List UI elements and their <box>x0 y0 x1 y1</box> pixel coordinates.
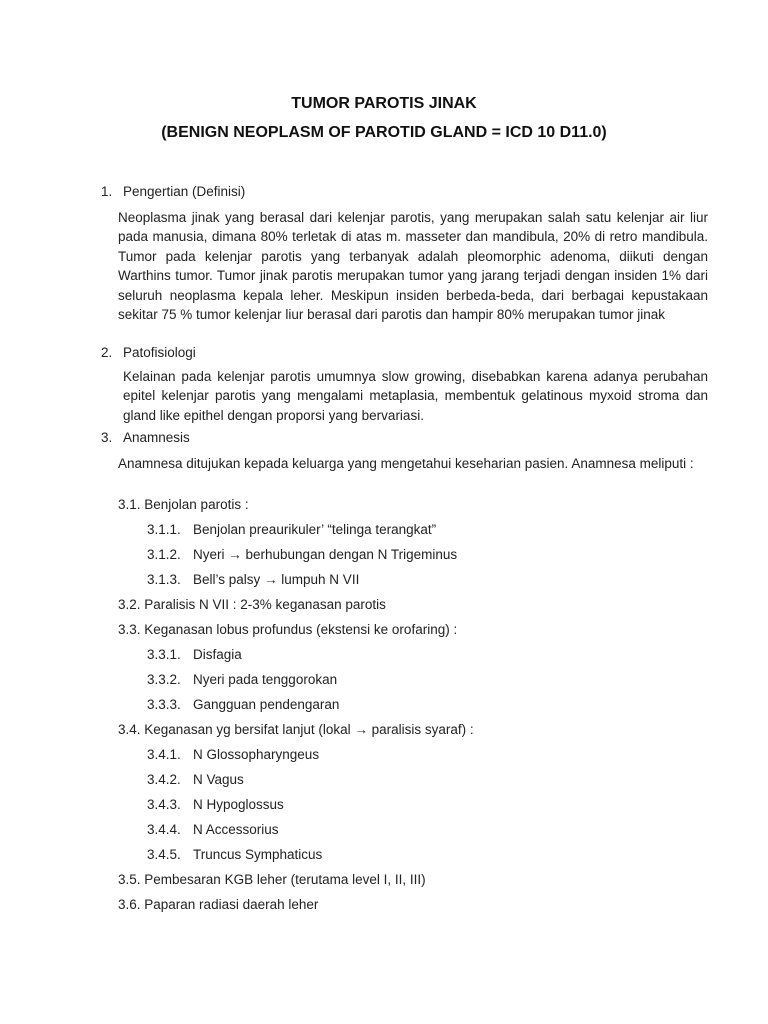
list-item-label: Benjolan preaurikuler’ “telinga terangkat” <box>193 522 437 537</box>
list-item-number: 3.4.5. <box>147 847 181 862</box>
list-item <box>147 797 284 812</box>
list-item-number: 3.4.3. <box>147 797 181 812</box>
list-item: 3.3. Keganasan lobus profundus (ekstensi ke orofaring) : <box>118 622 458 637</box>
list-item <box>147 672 337 687</box>
list-item: 3.2. Paralisis N VII : 2-3% keganasan parotis <box>118 597 386 612</box>
document-subtitle: (BENIGN NEOPLASM OF PAROTID GLAND = ICD 10 D11.0) <box>161 124 607 141</box>
section-3-paragraph: Anamnesa ditujukan kepada keluarga yang mengetahui keseharian pasien. Anamnesa meliputi : <box>118 456 694 471</box>
section-3-number: 3. <box>101 430 113 445</box>
list-item: 3.5. Pembesaran KGB leher (terutama level I, II, III) <box>118 872 426 887</box>
list-item <box>147 697 339 712</box>
list-item-label: N Hypoglossus <box>193 797 284 812</box>
list-item-number: 3.3.1. <box>147 647 181 662</box>
section-3-heading: Anamnesis <box>123 430 190 445</box>
list-item-label: Gangguan pendengaran <box>193 697 340 712</box>
list-item-label: Truncus Symphaticus <box>193 847 323 862</box>
list-item-number: 3.3.3. <box>147 697 181 712</box>
list-item-label: N Glossopharyngeus <box>193 747 320 762</box>
list-item <box>147 522 436 537</box>
list-item-label: Disfagia <box>193 647 242 662</box>
list-item <box>147 647 242 662</box>
list-item-number: 3.1.2. <box>147 547 181 562</box>
list-item-number: 3.1.1. <box>147 522 181 537</box>
section-1-number: 1. <box>101 184 113 199</box>
list-item-label: N Accessorius <box>193 822 279 837</box>
list-item-number: 3.4.4. <box>147 822 181 837</box>
list-item-label: Nyeri → berhubungan dengan N Trigeminus <box>193 547 458 562</box>
section-1-heading: Pengertian (Definisi) <box>123 184 246 199</box>
section-2-number: 2. <box>101 345 113 360</box>
section-2-paragraph: Kelainan pada kelenjar parotis umumnya slow growing, disebabkan karena adanya perubahan epitel kelenjar parotis yang mengalami metaplasia, membentuk gelatinous myxoid stroma dan gland like epithel dengan proporsi yang bervariasi. <box>123 369 708 423</box>
list-item: 3.1. Benjolan parotis : <box>118 497 249 512</box>
list-item-label: N Vagus <box>193 772 244 787</box>
list-item-label: Bell’s palsy → lumpuh N VII <box>193 572 360 587</box>
list-item <box>147 547 457 562</box>
list-item <box>147 747 319 762</box>
list-item <box>147 847 322 862</box>
list-item-label: Nyeri pada tenggorokan <box>193 672 338 687</box>
section-2-heading: Patofisiologi <box>123 345 196 360</box>
section-1-paragraph: Neoplasma jinak yang berasal dari kelenjar parotis, yang merupakan salah satu kelenjar air liur pada manusia, dimana 80% terletak di atas m. masseter dan mandibula, 20% di retro mandibula. Tumor pada kelenjar parotis yang terbanyak adalah pleomorphic adenoma, diikuti dengan Warthins tumor. Tumor jinak parotis merupakan tumor yang jarang terjadi dengan insiden 1% dari seluruh neoplasma kepala leher. Meskipun insiden berbeda-beda, dari berbagai kepustakaan sekitar 75 % tumor kelenjar liur berasal dari parotis dan hampir 80% merupakan tumor jinak <box>118 210 708 323</box>
document-title: TUMOR PAROTIS JINAK <box>291 95 477 112</box>
list-item <box>147 772 244 787</box>
list-item <box>147 572 359 587</box>
list-item: 3.6. Paparan radiasi daerah leher <box>118 897 319 912</box>
list-item: 3.4. Keganasan yg bersifat lanjut (lokal → paralisis syaraf) : <box>118 722 474 737</box>
list-item-number: 3.3.2. <box>147 672 181 687</box>
list-item-number: 3.4.1. <box>147 747 181 762</box>
list-item-number: 3.1.3. <box>147 572 181 587</box>
list-item-number: 3.4.2. <box>147 772 181 787</box>
list-item <box>147 822 279 837</box>
